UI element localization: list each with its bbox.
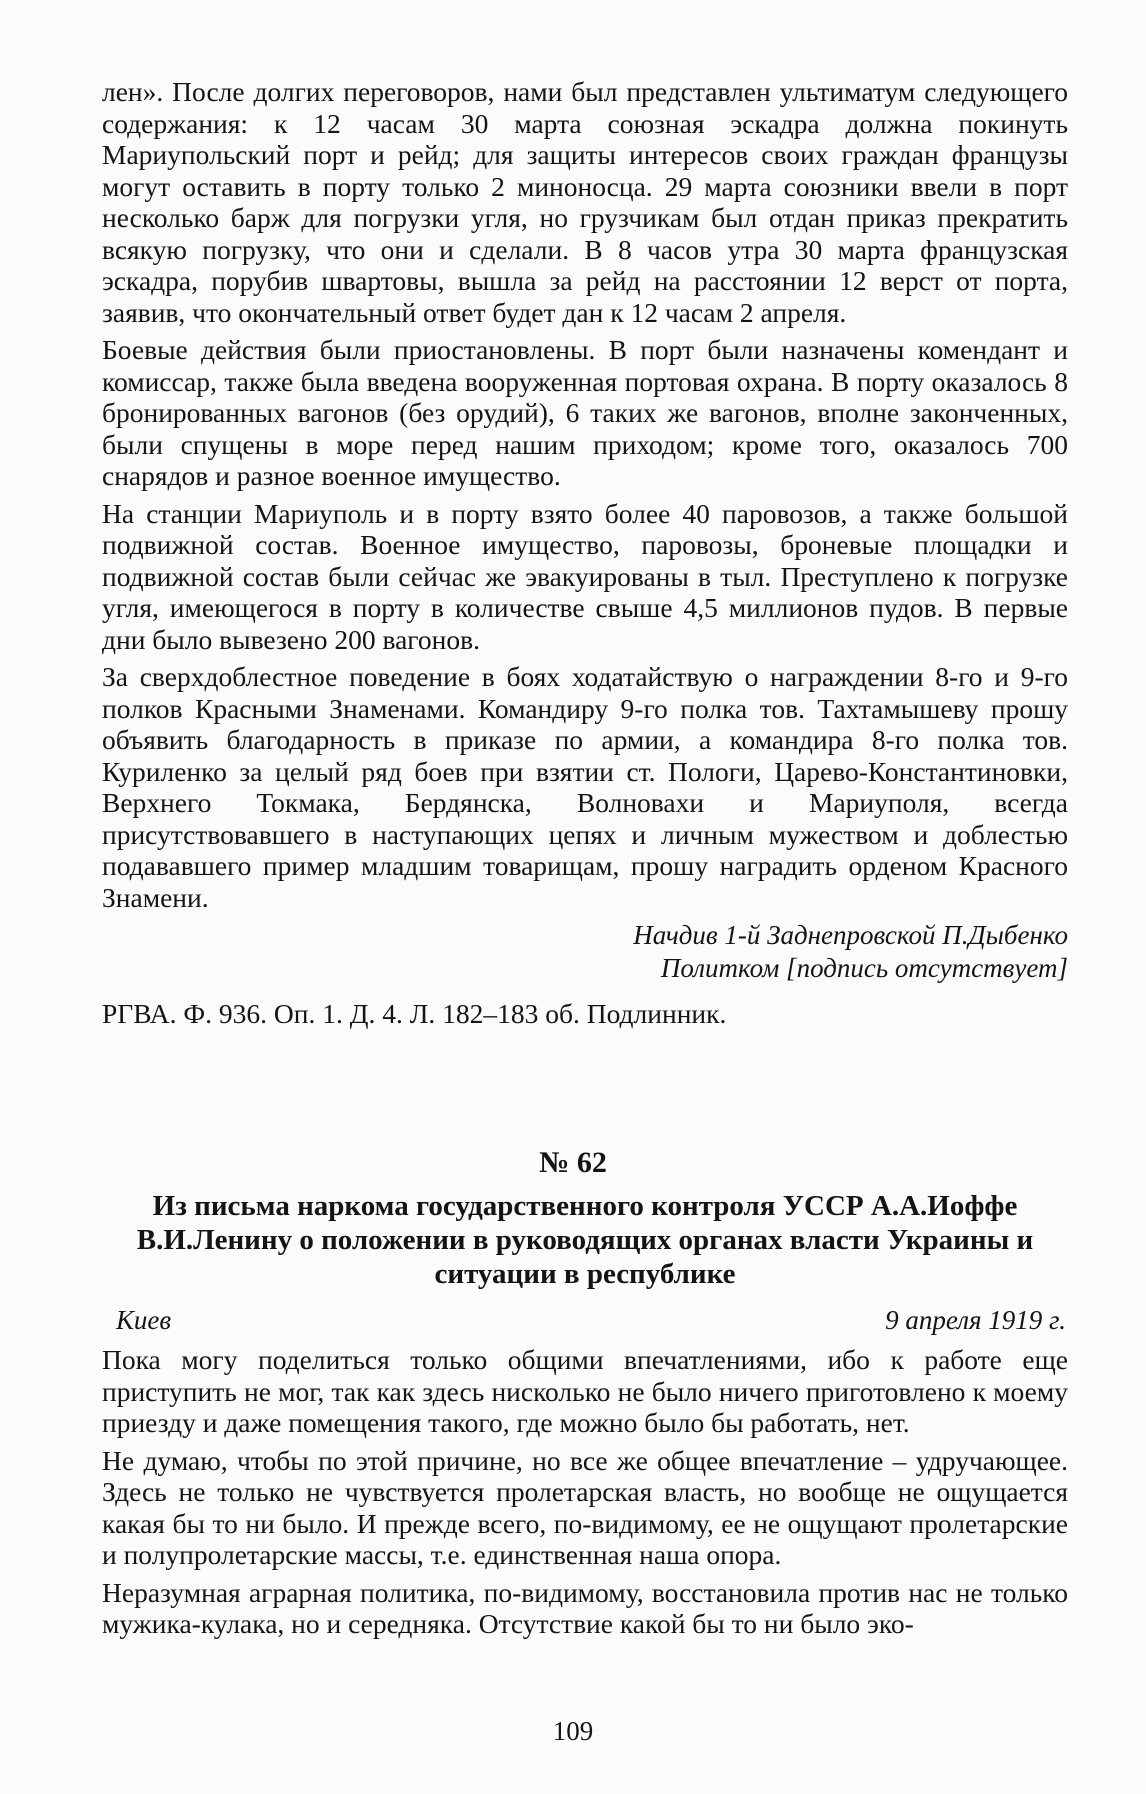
document-date: 9 апреля 1919 г. (885, 1305, 1066, 1335)
document-title: Из письма наркома государственного контроля УССР А.А.Иоффе В.И.Ленину о положении в руководящих органах власти Украины и ситуации в республике (136, 1190, 1034, 1290)
previous-document-text (102, 76, 1068, 913)
signature-line: Начдив 1-й Заднепровской П.Дыбенко (633, 920, 1068, 950)
paragraph: Неразумная аграрная политика, по-видимому, восстановила против нас не только мужика-кулака, но и середняка. Отсутствие какой бы то ни было эко- (102, 1576, 1068, 1639)
paragraph: лен». После долгих переговоров, нами был представлен ультиматум следующего содержания: к 12 часам 30 марта союзная эскадра должна покинуть Мариупольский порт и рейд; для защиты интересов своих граждан французы могут оставить в порту только 2 миноносца. 29 марта союзники ввели в порт несколько барж для погрузки угля, но грузчикам был отдан приказ прекратить всякую погрузку, что они и сделали. В 8 часов утра 30 марта французская эскадра, порубив швартовы, вышла за рейд на расстоянии 12 верст от порта, заявив, что окончательный ответ будет дан к 12 часам 2 апреля. (102, 76, 1068, 328)
paragraph: Боевые действия были приостановлены. В порт были назначены комендант и комиссар, также была введена вооруженная портовая охрана. В порту оказалось 8 бронированных вагонов (без орудий), 6 таких же вагонов, вполне законченных, были спущены в море перед нашим приходом; кроме того, оказалось 700 снарядов и разное военное имущество. (102, 334, 1068, 491)
document-number: № 62 (539, 1146, 607, 1179)
signature-line: Политком [подпись отсутствует] (660, 953, 1068, 983)
paragraph: Не думаю, чтобы по этой причине, но все же общее впечатление – удручающее. Здесь не только не чувствуется пролетарская власть, но вообще не ощущается какая бы то ни было. И прежде всего, по-видимому, ее не ощущают пролетарские и полупролетарские массы, т.е. единственная наша опора. (102, 1444, 1068, 1570)
document-place: Киев (116, 1305, 172, 1335)
paragraph: За сверхдоблестное поведение в боях ходатайствую о награждении 8-го и 9-го полков Красными Знаменами. Командиру 9-го полка тов. Тахтамышеву прошу объявить благодарность в приказе по армии, а командира 8-го полка тов. Куриленко за целый ряд боев при взятии ст. Пологи, Царево-Константиновки, Верхнего Токмака, Бердянска, Волновахи и Мариуполя, всегда присутствовавшего в наступающих цепях и личным мужеством и доблестью подававшего пример младшим товарищам, прошу наградить орденом Красного Знамени. (102, 661, 1068, 913)
paragraph: На станции Мариуполь и в порту взято более 40 паровозов, а также большой подвижной состав. Военное имущество, паровозы, броневые площадки и подвижной состав были сейчас же эвакуированы в тыл. Преступлено к погрузке угля, имеющегося в порту в количестве свыше 4,5 миллионов пудов. В первые дни было вывезено 200 вагонов. (102, 497, 1068, 655)
page-number: 109 (552, 1716, 594, 1746)
archive-source: РГВА. Ф. 936. Оп. 1. Д. 4. Л. 182–183 об. Подлинник. (102, 998, 727, 1029)
document-body (102, 1344, 1068, 1640)
paragraph: Пока могу поделиться только общими впечатлениями, ибо к работе еще приступить не мог, так как здесь нисколько не было ничего приготовлено к моему приезду и даже помещения такого, где можно было бы работать, нет. (102, 1344, 1068, 1438)
